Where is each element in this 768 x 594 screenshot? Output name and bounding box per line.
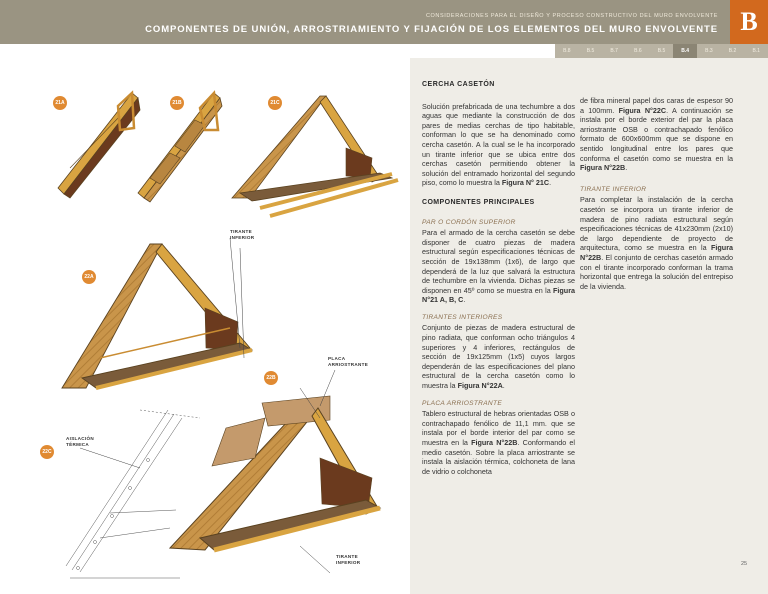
nav-item[interactable]: B.5 <box>586 48 595 54</box>
figure-21c <box>232 96 398 216</box>
chapter-letter: B <box>730 0 768 44</box>
page-header <box>0 0 730 44</box>
nav-item[interactable]: B.1 <box>752 48 760 54</box>
header-title: COMPONENTES DE UNIÓN, ARROSTRIAMIENTO Y FIJACIÓN DE LOS ELEMENTOS DEL MURO ENVOLVENTE <box>145 24 718 35</box>
paragraph-tirante-inferior: Para completar la instalación de la cercha casetón se incorpora un tirante inferior de madera de pino radiata estructural según especificaciones técnicas de 41x230mm (2x10) de largo dependiente de proyecto de arquitectura, como se muestra en la Figura N°22B. El conjunto de cerchas casetón armado con el tirante incorporado conforman la trama horizontal que entrega la solución del entrepiso de la vivienda. <box>580 195 733 291</box>
figure-21a <box>58 93 140 198</box>
figure-badge-21c: 21C <box>268 96 282 110</box>
figure-22b <box>170 388 380 573</box>
page-number: 25 <box>741 561 748 567</box>
section-nav <box>555 44 768 58</box>
label-placa-arriostrante: PLACA ARRIOSTRANTE <box>328 356 369 367</box>
cercha-illustrations <box>0 58 410 594</box>
paragraph-continuation: de fibra mineral papel dos caras de espesor 90 a 100mm. Figura N°22C. A continuación se instala por el borde exterior del par la placa arriostrante OSB o contrachapado fenólico formato de 600x600mm que se dispone en sentido longitudinal entre los pares que conforma el casetón como se muestra en la Figura N°22B. <box>580 96 733 173</box>
nav-item[interactable]: B.8 <box>563 48 571 54</box>
subheading-par: PAR O CORDÓN SUPERIOR <box>422 218 516 226</box>
label-aislacion-termica: AISLACIÓN TÉRMICA <box>66 436 94 447</box>
nav-item[interactable]: B.6 <box>634 48 642 54</box>
header-supertitle: CONSIDERACIONES PARA EL DISEÑO Y PROCESO CONSTRUCTIVO DEL MURO ENVOLVENTE <box>425 13 718 19</box>
paragraph-par: Para el armado de la cercha casetón se debe disponer de cuatro piezas de madera estructural según especificaciones técnicas de sección de 19x138mm (1x6), de largo que dependerá de la luz que salvará la estructura de techumbre en la vivienda. Dichas piezas se disponen en 45º como se muestra en la Figura N°21 A, B, C. <box>422 228 575 305</box>
figure-21b <box>138 93 222 202</box>
subheading-placa: PLACA ARRIOSTRANTE <box>422 399 503 407</box>
nav-item[interactable]: B.3 <box>705 48 713 54</box>
text-column-1 <box>422 80 575 480</box>
subheading-tirantes: TIRANTES INTERIORES <box>422 313 503 321</box>
nav-item-active[interactable]: B.4 <box>673 44 697 58</box>
section-heading: CERCHA CASETÓN <box>422 81 495 88</box>
figure-badge-22c: 22C <box>40 445 54 459</box>
figure-badge-22a: 22A <box>82 270 96 284</box>
nav-item[interactable]: B.5 <box>657 48 666 54</box>
intro-paragraph: Solución prefabricada de una techumbre a dos aguas que mediante la construcción de dos pares de medias cerchas de tipo habitable, conforman lo que se ha denominado como cercha casetón. A la cual se le ha incorporado un tirante inferior que se ubica entre dos cerchas casetón permitiendo obtener la solución del entramado horizontal del segundo piso, como lo muestra la Figura N° 21C. <box>422 101 575 188</box>
nav-item[interactable]: B.2 <box>728 48 737 54</box>
components-heading: COMPONENTES PRINCIPALES <box>422 198 535 206</box>
paragraph-tirantes: Conjunto de piezas de madera estructural de pino radiata, que conforman ocho triángulos 4 superiores y 4 inferiores, rectángulos de sección de 19x125mm (1x5) cuyos largos dependerán de las especificaciones del plano estructural de la cercha casetón como lo muestra la Figura N°22A. <box>422 323 575 391</box>
paragraph-placa: Tablero estructural de hebras orientadas OSB o contrachapado fenólico de 11,1 mm. que se instala por el borde interior del par como se muestra en la Figura N°22B. Conformando el medio casetón. Sobre la placa arriostrante se instala la aislación térmica, colchoneta de lana de vidrio o colchoneta <box>422 409 575 476</box>
subheading-tirante-inferior: TIRANTE INFERIOR <box>580 185 647 193</box>
figure-badge-21a: 21A <box>53 96 67 110</box>
figure-22a <box>62 238 252 388</box>
nav-item[interactable]: B.7 <box>610 48 618 54</box>
text-column-2 <box>580 96 733 295</box>
label-tirante-inferior-bottom: TIRANTE INFERIOR <box>336 554 361 565</box>
label-tirante-inferior-top: TIRANTE INFERIOR <box>230 229 255 240</box>
figure-badge-22b: 22B <box>264 371 278 385</box>
figure-badge-21b: 21B <box>170 96 184 110</box>
